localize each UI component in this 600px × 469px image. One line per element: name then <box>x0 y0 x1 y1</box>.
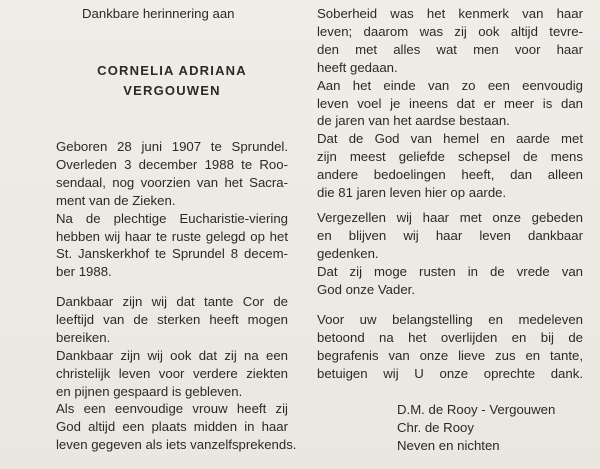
text-line: de jaren van het aardse bestaan. <box>317 113 510 129</box>
text-line: Vergezellen wij haar met onze gebeden <box>317 210 583 225</box>
text-line: leeftijd van de sterken heeft mogen <box>56 311 288 327</box>
text-line: Dankbaar zijn wij dat tante Cor de <box>56 294 288 309</box>
text-line: Voor uw belangstelling en medeleven <box>317 312 583 327</box>
text-line: Na de plechtige Eucharistie-viering <box>56 210 288 226</box>
text-line: gedenken. <box>317 245 379 261</box>
text-line: Geboren 28 juni 1907 te Sprundel. <box>56 139 288 154</box>
text-line: betuigen wij U onze oprechte dank. <box>317 365 583 381</box>
signature-2: Chr. de Rooy <box>397 420 474 435</box>
text-line: Als een eenvoudige vrouw heeft zij <box>56 401 288 417</box>
text-line: betoond na het overlijden en bij de <box>317 329 583 345</box>
text-line: leven; daarom was zij ook altijd tevre- <box>317 23 583 39</box>
text-line: St. Janskerkhof te Sprundel 8 decem- <box>56 246 288 262</box>
text-line: bereiken. <box>56 329 111 345</box>
text-line: God altijd een plaats midden in haar <box>56 419 288 435</box>
text-line: leven voel je ineens dat er meer is dan <box>317 95 583 111</box>
text-line: zijn meest geliefde schepsel de mens <box>317 149 583 165</box>
text-line: God onze Vader. <box>317 281 415 297</box>
text-line: Dat zij moge rusten in de vrede van <box>317 263 583 279</box>
text-line: Dat de God van hemel en aarde met <box>317 131 583 147</box>
text-line: die 81 jaren leven hier op aarde. <box>317 185 507 200</box>
signature-3: Neven en nichten <box>397 438 500 453</box>
text-line: en blijven wij haar leven dankbaar <box>317 227 583 243</box>
text-line: heeft gedaan. <box>317 59 398 75</box>
text-line: Aan het einde van zo een eenvoudig <box>317 77 583 93</box>
signature-1: D.M. de Rooy - Vergouwen <box>397 402 556 417</box>
text-line: andere bedoelingen heeft, dan alleen <box>317 167 583 183</box>
text-line: Soberheid was het kenmerk van haar <box>317 6 583 21</box>
text-line: ment van de Zieken. <box>56 192 176 208</box>
heading: Dankbare herinnering aan <box>82 6 235 21</box>
text-line: Overleden 3 december 1988 te Roo- <box>56 156 288 172</box>
name-line-1: CORNELIA ADRIANA <box>97 63 247 78</box>
text-line: en pijnen gespaard is gebleven. <box>56 383 243 399</box>
name-line-2: VERGOUWEN <box>123 83 221 98</box>
text-line: Dankbaar zijn wij ook dat zij na een <box>56 347 288 363</box>
text-line: ber 1988. <box>56 264 112 280</box>
text-line: christelijk leven voor verdere ziekten <box>56 365 288 381</box>
text-line: leven gegeven als iets vanzelfsprekends. <box>56 437 297 453</box>
text-line: sendaal, nog voorzien van het Sacra- <box>56 174 288 190</box>
text-line: begrafenis van onze lieve zus en tante, <box>317 347 583 363</box>
text-line: den met alles wat men voor haar <box>317 41 583 57</box>
text-line: hebben wij haar te ruste gelegd op het <box>56 228 288 244</box>
